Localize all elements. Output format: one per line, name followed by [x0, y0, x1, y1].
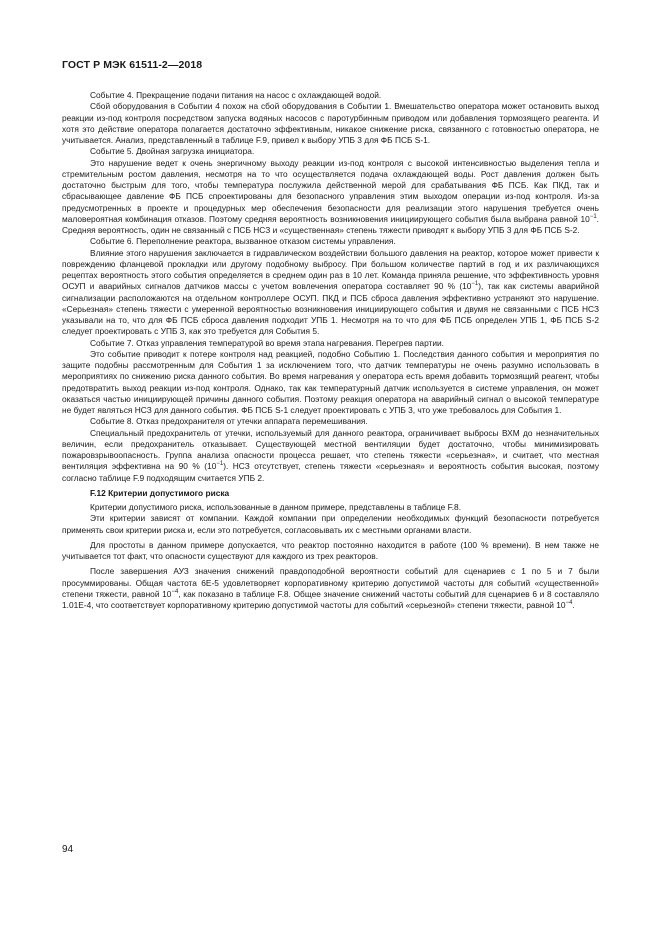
paragraph: Влияние этого нарушения заключается в гидравлическом воздействии большого давления на реактор, которое может привести к повреждению фланцевой прокладки или другому подобному выбросу. При большом количестве партий в год и их различающихся рецептах вероятность этого события определяется в среднем один раз в 10 лет. Команда приняла решение, что эффективность уровня ОСУП и аварийных сигналов датчиков массы с учетом вовлечения оператора составляет 90 % $(10^{-1})$, так как системы аварийной сигнализации расположаются на отдельном контроллере ОСУП. ПКД и ПСБ сброса давления эффективно устраняют это нарушение. «Серьезная» степень тяжести с умеренной вероятностью возникновения инициирующего события и двумя не связанными с ПСБ НСЗ указывали на то, что для ФБ ПСБ сброса давления подходит УПБ 1. Несмотря на то что для ФБ ПСБ определен УПБ 1, ФБ ПСБ S-2 следует проектировать с УПБ 3, как это требуется для События 5. [62, 247, 600, 337]
document-body [62, 90, 599, 611]
paragraph: После завершения АУЗ значения снижений правдоподобной вероятности событий для сценариев с 1 по 5 и 7 были просуммированы. Общая частота 6E-5 удовлетворяет корпоративному критерию допустимой частоты для событий «существенной» степени тяжести, равной $10^{-4}$, как показано в таблице F.8. Общее значение снижений частоты событий для сценариев 6 и 8 составляло 1.01E-4, что соответствует корпоративному критерию допустимой частоты для событий «серьезной» степени тяжести, равной $10^{-4}$. [62, 566, 599, 610]
paragraph: Специальный предохранитель от утечки, используемый для данного реактора, ограничивает выбросы ВХМ до незначительных величин, если предохранитель отказывает. Существующей местной вентиляции будет достаточно, чтобы минимизировать пожаровзрывоопасность. Группа анализа опасности процесса решает, что степень тяжести «серьезная», и считает, что местная вентиляция эффективна на 90 % $(10^{-1})$. НСЗ отсутствует, степень тяжести «серьезная» и вероятность события высокая, поэтому согласно таблице F.9 подходящим считается УПБ 2. [62, 427, 599, 483]
paragraph: Это событие приводит к потере контроля над реакцией, подобно Событию 1. Последствия данного события и мероприятия по защите подобны рассмотренным для События 1 за исключением того, что датчик температуры не очень разумно использовать в мероприятиях по снижению риска данного события. Во время нагревания у оператора есть время добавить тормозящий реагент, чтобы предотвратить выход реакции из-под контроля. Однако, так как температурный датчик используется в системе управления, он может оказаться частью инициирующей причины данного события. Поэтому реакция оператора на аварийный сигнал о высокой температуре не будет являться НСЗ для данного события. ФБ ПСБ S-1 следует проектировать с УПБ 3, что уже требовалось для События 1. [62, 348, 599, 415]
section-heading: F.12 Критерии допустимого риска [90, 487, 230, 498]
paragraph: Сбой оборудования в Событии 4 похож на сбой оборудования в Событии 1. Вмешательство оператора может остановить выход реакции из-под контроля посредством запуска водяных насосов с паротурбинным приводом или добавления тормозящего реагента. И хотя это действие оператора полагается достаточно эффективным, никакое снижение риска, связанного с готовностью оператора, не учитывается. Анализ, представленный в таблице F.9, привел к выбору УПБ 3 для ФБ ПСБ S-1. [62, 101, 599, 145]
paragraph-event7-title: Событие 7. Отказ управления температурой во время этапа нагревания. Перегрев партии. [90, 337, 444, 348]
paragraph-event6-title: Событие 6. Переполнение реактора, вызванное отказом системы управления. [90, 236, 396, 247]
paragraph-event4-title: Событие 4. Прекращение подачи питания на насос с охлаждающей водой. [90, 90, 382, 100]
page-number: 94 [62, 844, 74, 855]
paragraph-event8-title: Событие 8. Отказ предохранителя от утечки аппарата перемешивания. [90, 416, 368, 427]
paragraph-event5-title: Событие 5. Двойная загрузка инициатора. [90, 146, 255, 157]
document-header: ГОСТ Р МЭК 61511-2—2018 [62, 59, 203, 71]
paragraph: Для простоты в данном примере допускается, что реактор постоянно находится в работе (100 % времени). В нем также не учитывается тот факт, что опасности существуют для каждого из трех реакторов. [62, 539, 599, 561]
paragraph: Эти критерии зависят от компании. Каждой компании при определении необходимых функций безопасности потребуется применять свои критерии риска и, если это потребуется, согласовывать их с местными органами власти. [62, 513, 599, 535]
paragraph: Это нарушение ведет к очень энергичному выходу реакции из-под контроля с высокой интенсивностью выделения тепла и стремительным ростом давления, несмотря на то что осуществляется подача охлаждающей воды. Рост давления должен быть достаточно быстрым для того, чтобы температура послужила действенной мерой для срабатывания ФБ ПСБ. Как ПКД, так и сбрасывающее давление ФБ ПСБ спроектированы для безопасного управления этим выходом операции из-под контроля. Из-за предусмотренных в проекте и процедурных мер обеспечения безопасности для реализации этого нарушения требуется очень маловероятная комбинация отказов. Поэтому средняя вероятность возникновения инициирующего события была выбрана равной $10^{-1}$. Средняя вероятность, один не связанный с ПСБ НСЗ и «существенная» степень тяжести приводят к выбору УПБ 3 для ФБ ПСБ S-2. [62, 157, 599, 235]
paragraph: Критерии допустимого риска, использованные в данном примере, представлены в таблице F.8. [90, 502, 462, 512]
